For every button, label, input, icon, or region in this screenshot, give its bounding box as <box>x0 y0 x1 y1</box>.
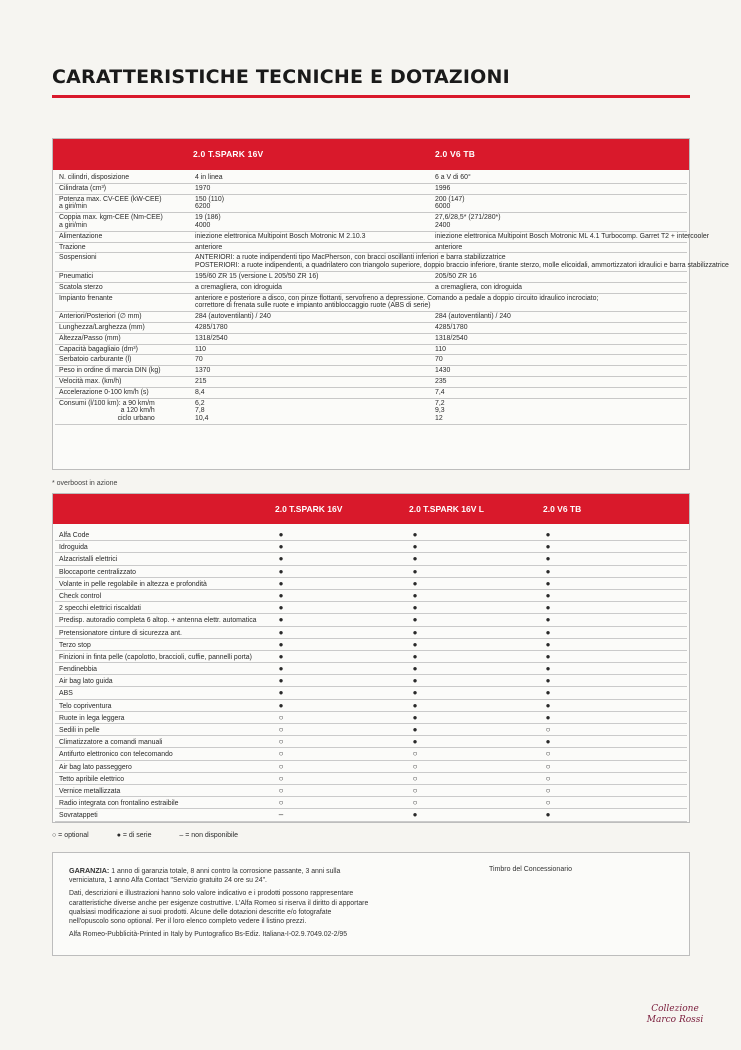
spec-value-col2 <box>435 273 477 281</box>
availability-mark: – <box>278 810 284 820</box>
availability-mark: ● <box>545 530 551 539</box>
spec-value-col1 <box>195 324 228 332</box>
equipment-label: Ruote in lega leggera <box>59 714 125 722</box>
availability-mark: ● <box>412 530 418 539</box>
availability-mark: ○ <box>545 785 551 795</box>
warranty-heading: GARANZIA: <box>69 866 110 875</box>
spec-value-col1 <box>195 335 228 343</box>
availability-mark: ○ <box>412 749 418 759</box>
equipment-label: Bloccaporte centralizzato <box>59 568 136 576</box>
spec-value-col1-line: anteriore <box>195 243 223 251</box>
equipment-row <box>55 761 687 773</box>
spec-label <box>59 185 106 193</box>
spec-value-col1-line: 6200 <box>195 203 211 211</box>
spec-value-col1-line: 150 (110) <box>195 195 224 203</box>
availability-mark: ● <box>278 639 284 649</box>
equipment-row <box>55 590 687 602</box>
availability-mark: ● <box>412 578 418 588</box>
spec-value-col2 <box>435 196 465 212</box>
equipment-row <box>55 675 687 687</box>
spec-value-col2 <box>435 346 446 354</box>
equipment-table <box>52 493 690 823</box>
availability-mark: ● <box>412 603 418 613</box>
spec-row <box>55 184 687 195</box>
spec-value-col1-line: 7,8 <box>195 407 205 415</box>
availability-mark: ● <box>412 725 418 734</box>
spec-label <box>59 214 163 230</box>
dealer-stamp-label: Timbro del Concessionario <box>489 866 572 873</box>
availability-mark: ● <box>412 712 418 722</box>
availability-mark: ● <box>412 737 418 747</box>
spec-value-col1 <box>195 284 282 292</box>
spec-table-header <box>53 139 689 170</box>
disclaimer: Dati, descrizioni e illustrazioni hanno solo valore indicativo e i prodotti possono rappresentare caratteristiche diverse anche per esigenze costruttive. L'Alfa Romeo si riserva il diritto di apportare qualsiasi modificazione ai suoi prodotti. Alcune delle dotazioni descritte e/o fotografate nell'opuscolo sono optional. Per il loro elenco completo vedere il listino prezzi. <box>69 890 369 926</box>
equip-header-col3: 2.0 V6 TB <box>543 504 582 514</box>
spec-label-line: a 120 km/h <box>120 407 155 415</box>
availability-mark: ● <box>545 651 551 661</box>
equipment-row <box>55 602 687 614</box>
availability-mark: ● <box>545 676 551 686</box>
availability-mark: ○ <box>545 761 551 771</box>
spec-label-line: Capacità bagagliaio (dm³) <box>59 345 138 353</box>
spec-row <box>55 312 687 323</box>
spec-value-col1 <box>195 389 205 397</box>
availability-mark: ○ <box>412 785 418 795</box>
spec-value-col2-line: 2400 <box>435 221 451 229</box>
spec-label-line: Trazione <box>59 243 86 251</box>
equipment-label: Sovratappeti <box>59 812 98 820</box>
equipment-label: Predisp. autoradio completa 6 altop. + antenna elettr. automatica <box>59 617 257 625</box>
spec-label-line: Lunghezza/Larghezza (mm) <box>59 323 145 331</box>
spec-label-line: Consumi (l/100 km): a 90 km/m <box>59 399 155 407</box>
availability-mark: ● <box>545 712 551 722</box>
equipment-label: Finizioni in finta pelle (capolotto, braccioli, cuffie, pannelli porta) <box>59 653 252 661</box>
spec-label <box>59 254 97 262</box>
spec-value-col2-line: 1430 <box>435 367 451 375</box>
spec-value-col2 <box>435 233 709 241</box>
spec-value-col2 <box>435 367 450 375</box>
spec-row <box>55 173 687 184</box>
spec-value-col2 <box>435 214 501 230</box>
spec-label <box>59 335 121 343</box>
availability-mark: ● <box>278 651 284 661</box>
equipment-label: Radio integrata con frontalino estraibile <box>59 800 179 808</box>
availability-mark: ● <box>545 603 551 613</box>
spec-value-col2-line: 6 a V di 60° <box>435 174 471 181</box>
spec-value-col1-line: 195/60 ZR 15 (versione L 205/50 ZR 16) <box>195 272 319 280</box>
spec-value-col1 <box>195 313 271 321</box>
spec-value-col2 <box>435 378 447 386</box>
spec-value-col1-line: 19 (186) <box>195 214 221 222</box>
availability-mark: ● <box>545 566 551 576</box>
availability-mark: ○ <box>278 785 284 795</box>
availability-mark: ○ <box>278 761 284 771</box>
equipment-label: Air bag lato guida <box>59 678 113 686</box>
spec-table-body <box>53 173 729 425</box>
equipment-label: Climatizzatore a comandi manuali <box>59 739 163 747</box>
spec-value-col1-line: 4285/1780 <box>195 323 228 331</box>
page-title: CARATTERISTICHE TECNICHE E DOTAZIONI <box>52 66 510 88</box>
availability-mark: ● <box>278 530 284 539</box>
spec-label-line: a giri/min <box>59 221 87 229</box>
spec-value-col2 <box>435 400 445 423</box>
spec-label <box>59 367 160 375</box>
spec-value-span-line: correttore di frenata sulle ruote e impianto antibloccaggio ruote (ABS di serie) <box>195 302 431 310</box>
availability-mark: ● <box>545 542 551 552</box>
spec-value-col2-line: iniezione elettronica Multipoint Bosch Motronic ML 4.1 Turbocomp. Garret T2 + intercooler <box>435 232 710 240</box>
availability-mark: ● <box>545 615 551 625</box>
spec-value-col1-line: 70 <box>195 356 203 364</box>
print-credits: Alfa Romeo-Pubblicità-Printed in Italy by Puntografico Bs-Ediz. Italiana-I-02.9.7049.02-2/95 <box>69 931 348 939</box>
spec-row <box>55 388 687 399</box>
availability-mark: ○ <box>545 798 551 808</box>
spec-row <box>55 294 687 313</box>
equipment-label: Alzacristalli elettrici <box>59 556 118 564</box>
spec-label-line: Sospensioni <box>59 254 97 262</box>
spec-value-col1 <box>195 233 365 241</box>
spec-value-col1-line: 1318/2540 <box>195 334 228 342</box>
spec-value-col2-line: 200 (147) <box>435 195 465 203</box>
equipment-label: Alfa Code <box>59 532 90 539</box>
spec-label-line: a giri/min <box>59 203 87 211</box>
spec-value-span-line: POSTERIORI: a ruote indipendenti, a quadrilatero con triangolo superiore, doppio braccio inferiore, tirante sterzo, molle elicoidali, ammortizzatori idraulici e barra stabilizzatrice <box>195 262 729 270</box>
equipment-label: Tetto apribile elettrico <box>59 775 125 783</box>
equipment-row <box>55 700 687 712</box>
spec-row <box>55 232 710 243</box>
warranty-text <box>69 866 369 943</box>
spec-label <box>59 196 162 212</box>
spec-label <box>59 313 142 321</box>
spec-value-col1-line: 4 in linea <box>195 174 223 181</box>
spec-value-col1-line: 215 <box>195 377 207 385</box>
spec-value-col2-line: 1318/2540 <box>435 334 468 342</box>
spec-value-col1-line: 4000 <box>195 221 211 229</box>
equip-header-col2: 2.0 T.SPARK 16V L <box>409 504 484 514</box>
spec-label-line: Potenza max. CV-CEE (kW-CEE) <box>59 195 162 203</box>
equipment-row <box>55 566 687 578</box>
spec-value-col2 <box>435 284 522 292</box>
availability-mark: ● <box>412 700 418 710</box>
equipment-table-body <box>53 529 689 822</box>
spec-value-span-line: ANTERIORI: a ruote indipendenti tipo MacPherson, con bracci oscillanti inferiori e barra stabilizzatrice <box>195 254 506 262</box>
availability-mark: ● <box>278 554 284 564</box>
spec-label-line: Serbatoio carburante (l) <box>59 356 132 364</box>
spec-label-line: Scatola sterzo <box>59 283 103 291</box>
availability-mark: ● <box>412 554 418 564</box>
footnote: * overboost in azione <box>52 480 118 487</box>
spec-label <box>59 378 121 386</box>
equipment-label: Antifurto elettronico con telecomando <box>59 751 173 759</box>
equipment-label: Volante in pelle regolabile in altezza e profondità <box>59 580 207 588</box>
spec-row <box>55 345 687 356</box>
availability-mark: ● <box>545 590 551 600</box>
availability-mark: ○ <box>278 749 284 759</box>
spec-value-col1-line: 284 (autoventilanti) / 240 <box>195 313 271 321</box>
availability-mark: ○ <box>278 798 284 808</box>
spec-value-col2 <box>435 174 471 182</box>
legend-standard: ● = di serie <box>116 832 152 839</box>
spec-value-col2-line: a cremagliera, con idroguida <box>435 283 522 291</box>
equipment-row <box>55 724 687 736</box>
availability-mark: ○ <box>278 725 284 734</box>
equipment-row <box>55 687 687 699</box>
equipment-row <box>55 809 687 821</box>
availability-mark: ● <box>412 810 418 820</box>
equipment-row <box>55 541 687 553</box>
spec-label <box>59 356 131 364</box>
spec-label-line: Velocità max. (km/h) <box>59 377 122 385</box>
spec-value-col1-line: 110 <box>195 345 206 353</box>
equipment-row <box>55 736 687 748</box>
availability-mark: ○ <box>412 773 418 783</box>
spec-value-span <box>195 254 729 270</box>
spec-header-col2: 2.0 V6 TB <box>435 149 476 159</box>
title-divider <box>52 95 690 98</box>
equipment-row <box>55 663 687 675</box>
availability-mark: ● <box>545 688 551 698</box>
availability-mark: ● <box>412 676 418 686</box>
equipment-label: ABS <box>59 690 73 698</box>
spec-value-col1 <box>195 174 223 182</box>
spec-value-col2-line: 235 <box>435 377 447 385</box>
availability-mark: ● <box>412 615 418 625</box>
spec-value-col2-line: anteriore <box>435 243 463 251</box>
availability-mark: ● <box>412 566 418 576</box>
spec-value-col2-line: 70 <box>435 356 443 364</box>
availability-mark: ● <box>278 664 284 674</box>
availability-mark: ● <box>412 542 418 552</box>
spec-value-col2-line: 9,3 <box>435 407 445 415</box>
availability-mark: ● <box>278 603 284 613</box>
availability-mark: ● <box>412 639 418 649</box>
availability-mark: ● <box>278 627 284 637</box>
spec-value-col1-line: 8,4 <box>195 388 205 396</box>
spec-value-col1-line: 6,2 <box>195 399 205 407</box>
spec-row <box>55 253 729 272</box>
spec-value-span-line: anteriore e posteriore a disco, con pinze flottanti, servofreno a depressione. Comando a pedale a doppio circuito idraulico incrociato; <box>195 294 599 302</box>
spec-value-col1-line: 10,4 <box>195 415 209 423</box>
availability-mark: ○ <box>278 737 284 747</box>
availability-mark: ● <box>545 639 551 649</box>
availability-mark: ● <box>278 590 284 600</box>
spec-value-col1 <box>195 346 206 354</box>
spec-value-col1 <box>195 273 318 281</box>
equipment-row <box>55 773 687 785</box>
spec-label-line: Coppia max. kgm-CEE (Nm-CEE) <box>59 214 163 222</box>
spec-value-col2 <box>435 313 511 321</box>
equipment-label: Vernice metallizzata <box>59 787 121 795</box>
equipment-row <box>55 748 687 760</box>
equipment-row <box>55 553 687 565</box>
spec-value-col2 <box>435 356 443 364</box>
spec-row <box>55 283 687 294</box>
availability-mark: ● <box>278 700 284 710</box>
spec-label <box>59 174 129 182</box>
availability-mark: ○ <box>412 798 418 808</box>
equipment-row <box>55 651 687 663</box>
availability-mark: ● <box>412 664 418 674</box>
spec-row <box>55 399 687 425</box>
equipment-row <box>55 712 687 724</box>
legend <box>52 832 264 839</box>
spec-label-line: Accelerazione 0-100 km/h (s) <box>59 388 149 396</box>
equipment-label: Sedili in pelle <box>59 727 100 734</box>
availability-mark: ● <box>545 578 551 588</box>
availability-mark: ● <box>545 810 551 820</box>
availability-mark: ○ <box>412 761 418 771</box>
spec-value-span <box>195 295 598 311</box>
spec-label-line: Impianto frenante <box>59 294 113 302</box>
spec-label-line: Pneumatici <box>59 272 94 280</box>
spec-label <box>59 273 93 281</box>
availability-mark: ● <box>412 627 418 637</box>
spec-table <box>52 138 729 470</box>
spec-label <box>59 324 145 332</box>
spec-value-col1-line: iniezione elettronica Multipoint Bosch Motronic M 2.10.3 <box>195 232 366 240</box>
spec-label-line: N. cilindri, disposizione <box>59 174 130 181</box>
spec-value-col1-line: 1370 <box>195 367 211 375</box>
spec-value-col2-line: 27,6/28,5* (271/280*) <box>435 214 501 222</box>
spec-value-col2-line: 7,4 <box>435 388 445 396</box>
availability-mark: ● <box>412 590 418 600</box>
spec-row <box>55 213 687 232</box>
availability-mark: ● <box>545 664 551 674</box>
availability-mark: ● <box>412 688 418 698</box>
equipment-row <box>55 529 687 541</box>
spec-label-line: Peso in ordine di marcia DIN (kg) <box>59 367 161 375</box>
equipment-row <box>55 627 687 639</box>
spec-value-col1 <box>195 185 210 193</box>
spec-label <box>59 400 155 423</box>
equipment-label: 2 specchi elettrici riscaldati <box>59 605 141 613</box>
spec-value-col2-line: 12 <box>435 415 443 423</box>
spec-label <box>59 233 102 241</box>
spec-value-col2-line: 284 (autoventilanti) / 240 <box>435 313 511 321</box>
spec-value-col1 <box>195 378 207 386</box>
spec-row <box>55 243 687 254</box>
availability-mark: ○ <box>278 712 284 722</box>
spec-row <box>55 355 687 366</box>
spec-row <box>55 323 687 334</box>
spec-label-line: Altezza/Passo (mm) <box>59 334 121 342</box>
collection-signature <box>630 1004 720 1026</box>
spec-value-col1 <box>195 214 221 230</box>
warranty-box <box>52 852 690 956</box>
availability-mark: ○ <box>545 773 551 783</box>
spec-label <box>59 295 113 303</box>
availability-mark: ● <box>278 688 284 698</box>
equipment-label: Telo copriventura <box>59 702 112 710</box>
availability-mark: ● <box>278 542 284 552</box>
spec-label <box>59 389 149 397</box>
spec-row <box>55 377 687 388</box>
availability-mark: ○ <box>278 773 284 783</box>
spec-value-col2-line: 205/50 ZR 16 <box>435 272 477 280</box>
spec-value-col1 <box>195 400 208 423</box>
signature-line2: Marco Rossi <box>646 1015 704 1025</box>
availability-mark: ● <box>412 651 418 661</box>
legend-not-available: – = non disponibile <box>179 832 238 839</box>
equipment-label: Air bag lato passeggero <box>59 763 132 771</box>
equipment-row <box>55 639 687 651</box>
spec-label-line: Anteriori/Posteriori (∅ mm) <box>59 313 142 321</box>
spec-value-col1 <box>195 244 222 252</box>
availability-mark: ○ <box>545 749 551 759</box>
spec-label <box>59 284 103 292</box>
warranty-terms: 1 anno di garanzia totale, 8 anni contro la corrosione passante, 3 anni sulla verniciatura, 1 anno Alfa Contact "Servizio gratuito 24 ore su 24". <box>69 868 341 885</box>
equipment-row <box>55 797 687 809</box>
spec-value-col2 <box>435 244 462 252</box>
spec-value-col1-line: a cremagliera, con idroguida <box>195 283 282 291</box>
spec-label-line: Alimentazione <box>59 232 103 240</box>
spec-row <box>55 334 687 345</box>
availability-mark: ● <box>545 737 551 747</box>
equipment-label: Fendinebbia <box>59 666 97 674</box>
spec-value-col2 <box>435 185 450 193</box>
spec-label-line: ciclo urbano <box>117 415 155 423</box>
spec-value-col1-line: 1970 <box>195 184 211 192</box>
equipment-label: Terzo stop <box>59 641 91 649</box>
spec-value-col1 <box>195 196 224 212</box>
availability-mark: ● <box>278 676 284 686</box>
spec-value-col2-line: 7,2 <box>435 399 445 407</box>
spec-value-col2 <box>435 335 468 343</box>
availability-mark: ● <box>278 615 284 625</box>
legend-optional: ○ = optional <box>52 832 89 839</box>
availability-mark: ● <box>545 627 551 637</box>
equipment-row <box>55 614 687 626</box>
equipment-label: Idroguida <box>59 544 88 552</box>
availability-mark: ● <box>545 700 551 710</box>
spec-header-col1: 2.0 T.SPARK 16V <box>193 149 264 159</box>
spec-value-col1 <box>195 367 210 375</box>
spec-label-line: Cilindrata (cm³) <box>59 184 107 192</box>
spec-value-col2-line: 110 <box>435 345 446 353</box>
spec-value-col2-line: 4285/1780 <box>435 323 468 331</box>
spec-label <box>59 244 86 252</box>
spec-row <box>55 366 687 377</box>
equipment-label: Pretensionatore cinture di sicurezza ant. <box>59 629 182 637</box>
spec-value-col2 <box>435 389 445 397</box>
equipment-row <box>55 785 687 797</box>
spec-row <box>55 272 687 283</box>
spec-value-col2 <box>435 324 468 332</box>
spec-row <box>55 195 687 214</box>
spec-value-col1 <box>195 356 203 364</box>
spec-value-col2-line: 6000 <box>435 203 451 211</box>
spec-value-col2-line: 1996 <box>435 184 451 192</box>
equip-header-col1: 2.0 T.SPARK 16V <box>275 504 343 514</box>
signature-line1: Collezione <box>651 1004 699 1014</box>
availability-mark: ● <box>545 554 551 564</box>
equipment-label: Check control <box>59 592 102 600</box>
equipment-row <box>55 578 687 590</box>
availability-mark: ● <box>278 578 284 588</box>
availability-mark: ● <box>278 566 284 576</box>
equipment-table-header <box>53 494 689 524</box>
availability-mark: ○ <box>545 725 551 734</box>
spec-label <box>59 346 138 354</box>
